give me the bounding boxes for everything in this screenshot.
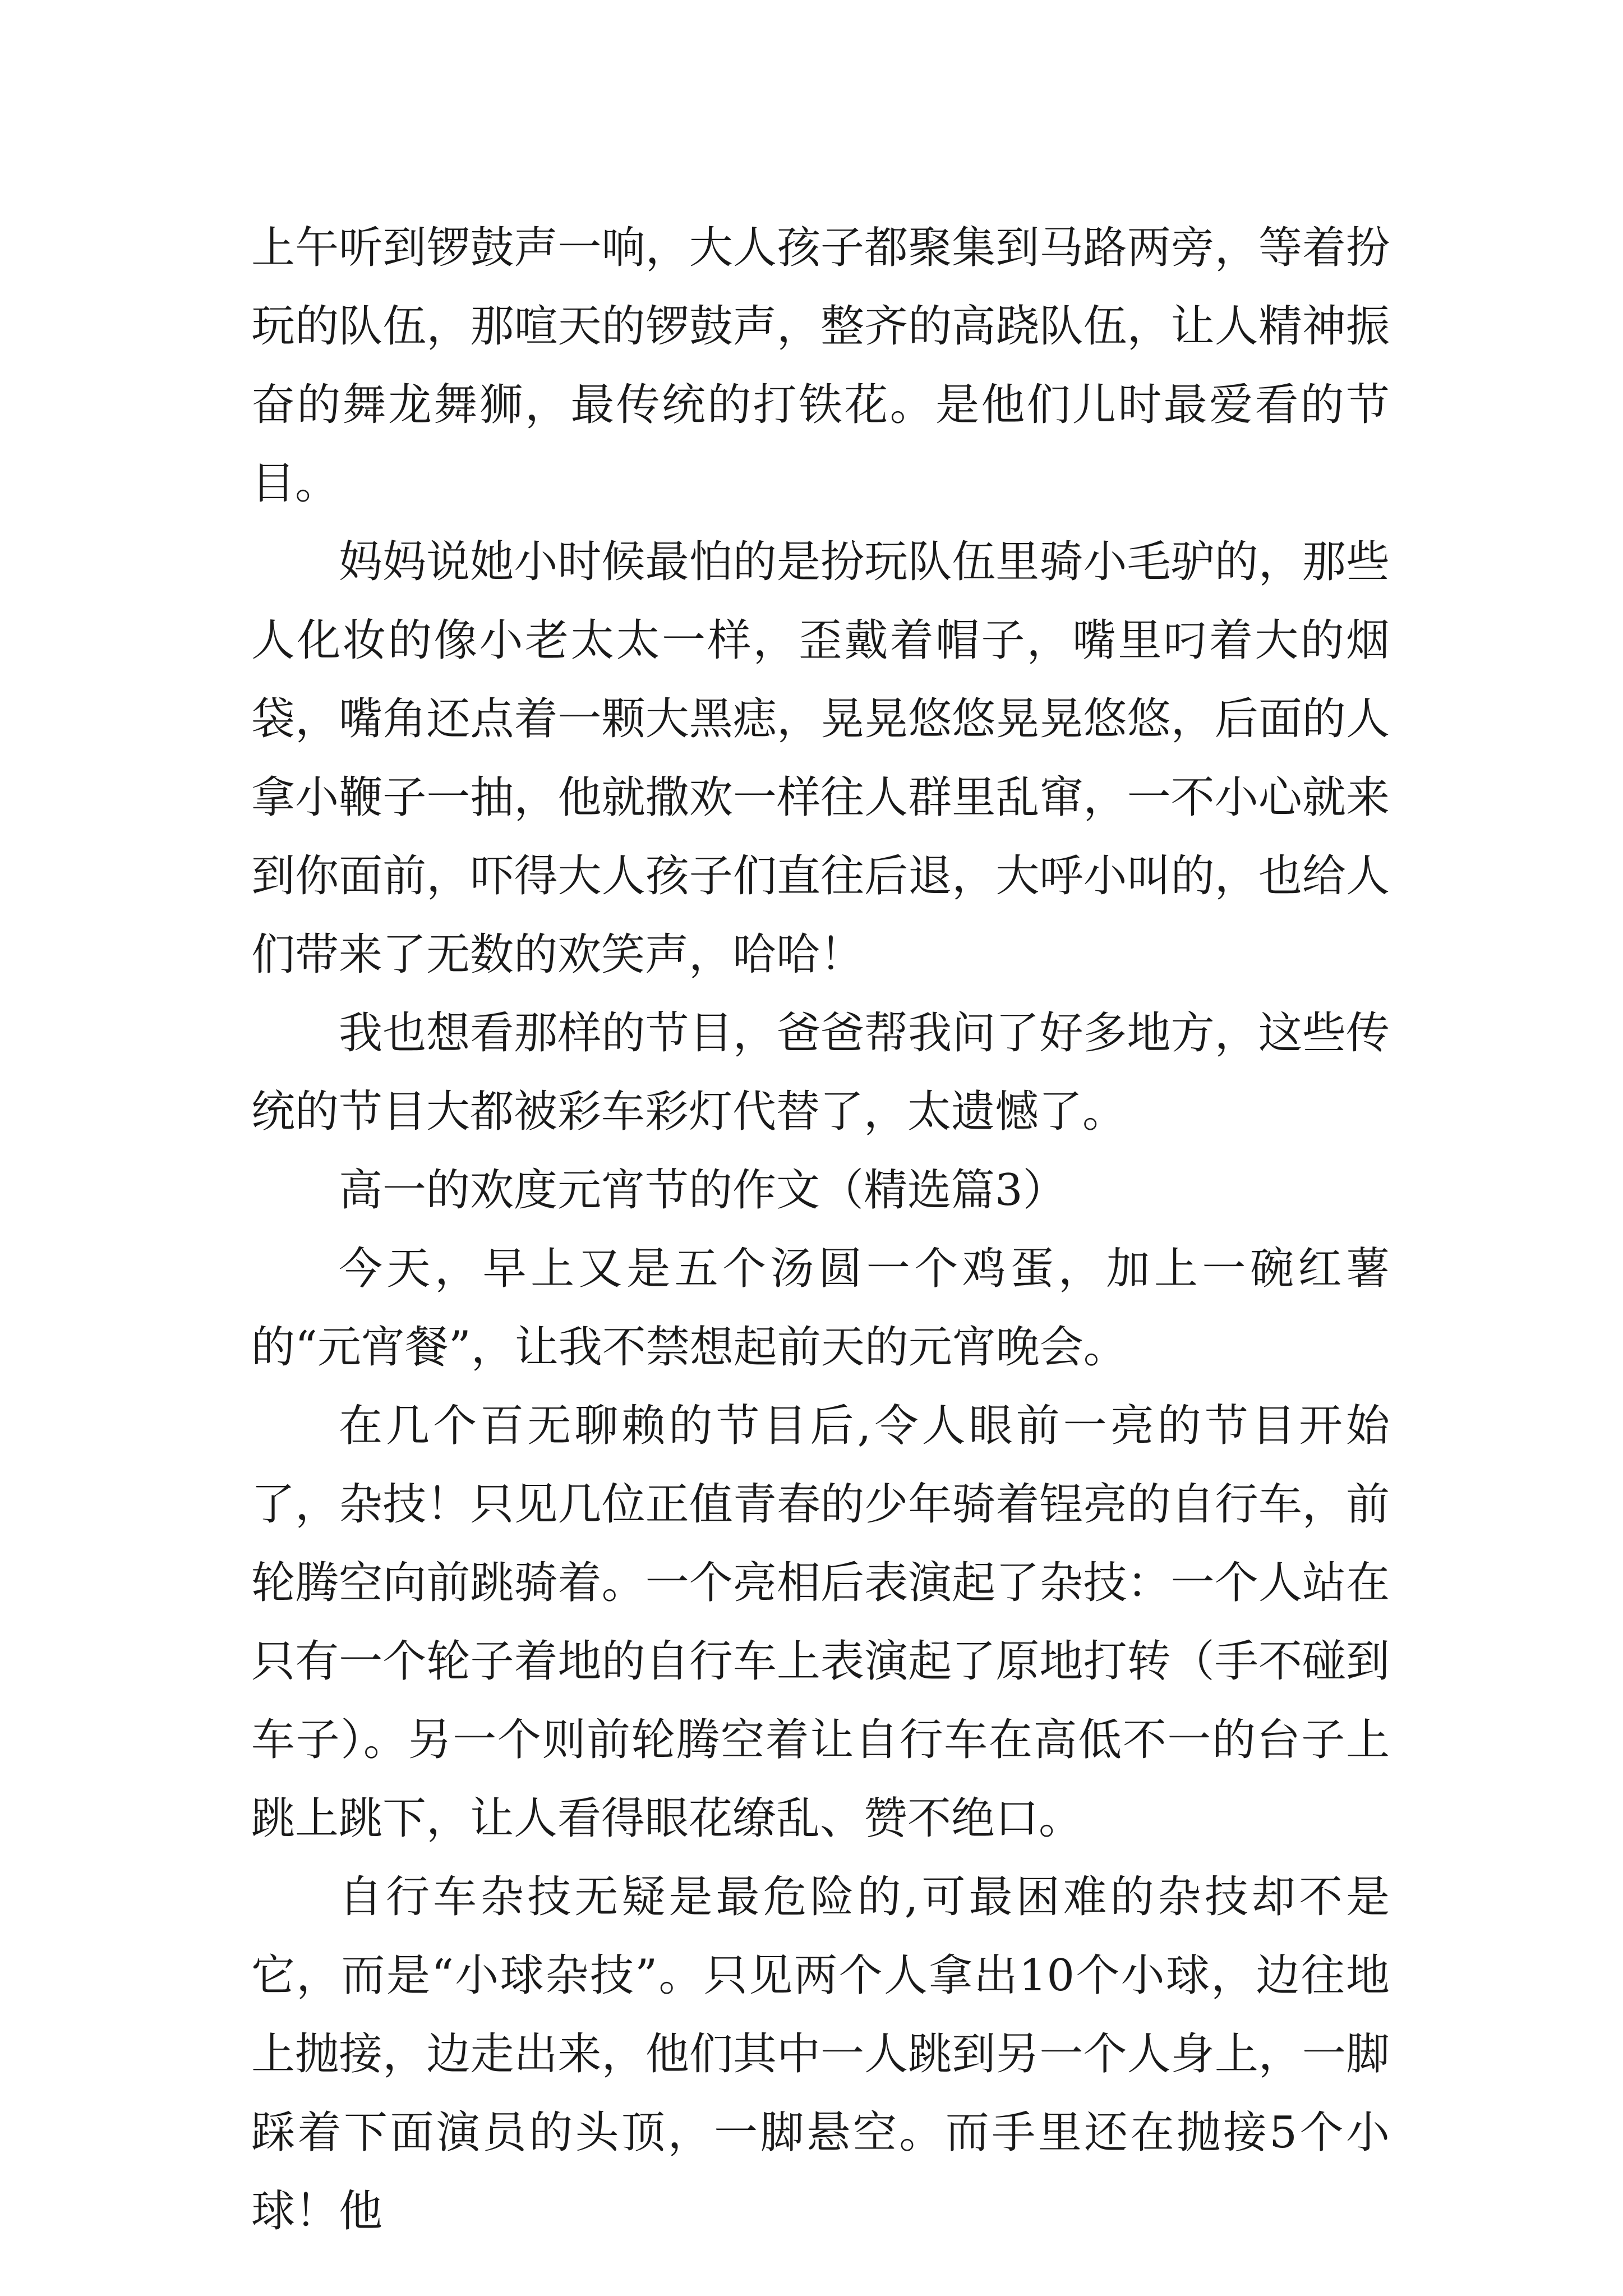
paragraph: 上午听到锣鼓声一响，大人孩子都聚集到马路两旁，等着扮玩的队伍，那喧天的锣鼓声，整齐的高跷队伍，让人精神振奋的舞龙舞狮，最传统的打铁花。是他们儿时最爱看的节目。 bbox=[251, 223, 1390, 509]
paragraph: 今天，早上又是五个汤圆一个鸡蛋，加上一碗红薯的“元宵餐”，让我不禁想起前天的元宵晚会。 bbox=[251, 1244, 1390, 1373]
paragraph: 自行车杂技无疑是最危险的,可最困难的杂技却不是它，而是“小球杂技”。只见两个人拿出10个小球，边往地上抛接，边走出来，他们其中一人跳到另一个人身上，一脚踩着下面演员的头顶，一脚悬空。而手里还在抛接5个小球！他 bbox=[251, 1872, 1390, 2237]
paragraph: 在几个百无聊赖的节目后,令人眼前一亮的节目开始了，杂技！只见几位正值青春的少年骑着锃亮的自行车，前轮腾空向前跳骑着。一个亮相后表演起了杂技：一个人站在只有一个轮子着地的自行车上表演起了原地打转（手不碰到车子）。另一个则前轮腾空着让自行车在高低不一的台子上跳上跳下，让人看得眼花缭乱、赞不绝口。 bbox=[251, 1401, 1390, 1844]
section-heading: 高一的欢度元宵节的作文（精选篇3） bbox=[339, 1165, 1067, 1216]
paragraph: 妈妈说她小时候最怕的是扮玩队伍里骑小毛驴的，那些人化妆的像小老太太一样，歪戴着帽子，嘴里叼着大的烟袋，嘴角还点着一颗大黑痣，晃晃悠悠晃晃悠悠，后面的人拿小鞭子一抽，他就撒欢一样往人群里乱窜，一不小心就来到你面前，吓得大人孩子们直往后退，大呼小叫的，也给人们带来了无数的欢笑声，哈哈！ bbox=[251, 537, 1390, 980]
document-body bbox=[251, 209, 1390, 2251]
paragraph: 我也想看那样的节目，爸爸帮我问了好多地方，这些传统的节目大都被彩车彩灯代替了，太遗憾了。 bbox=[251, 1008, 1390, 1137]
